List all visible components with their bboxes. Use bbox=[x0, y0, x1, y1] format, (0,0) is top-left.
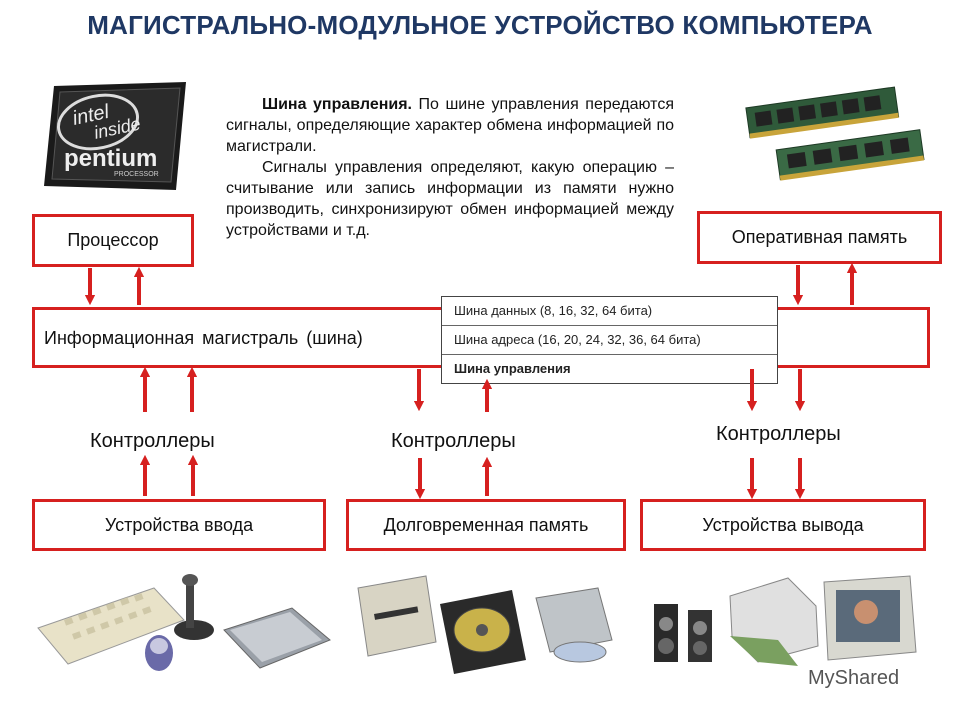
storage-box bbox=[346, 499, 626, 551]
processor-label: Процессор bbox=[67, 230, 159, 250]
output-devices-image bbox=[648, 566, 928, 691]
output-devices-label: Устройства вывода bbox=[702, 514, 864, 535]
description-text-2: Сигналы управления определяют, какую операцию – считывание или запись информации из памяти нужно производить, синхронизируют обмен информацией между устройствами и т.д. bbox=[226, 159, 674, 239]
storage-label: Долговременная память bbox=[383, 514, 589, 535]
controllers-label-storage: Контроллеры bbox=[391, 430, 516, 452]
watermark-text: MyShared bbox=[808, 667, 900, 689]
chip-text-3: pentium bbox=[64, 145, 158, 172]
description-text-1: По шине управления передаются сигналы, определяющие характер обмена информацией по магистрали. bbox=[226, 96, 674, 155]
chip-text-2: inside bbox=[92, 113, 143, 143]
address-bus-row: Шина адреса (16, 20, 24, 32, 36, 64 бита) bbox=[442, 326, 777, 355]
chip-text-4: PROCESSOR bbox=[114, 171, 159, 178]
page-title: МАГИСТРАЛЬНО-МОДУЛЬНОЕ УСТРОЙСТВО КОМПЬЮТЕРА bbox=[87, 10, 873, 40]
storage-devices-image bbox=[350, 568, 620, 683]
input-devices-label: Устройства ввода bbox=[104, 514, 254, 535]
control-bus-row: Шина управления bbox=[454, 361, 571, 376]
input-devices-box bbox=[32, 499, 326, 551]
ram-label: Оперативная память bbox=[731, 227, 908, 247]
controllers-label-input: Контроллеры bbox=[90, 430, 215, 452]
controllers-label-output: Контроллеры bbox=[716, 423, 841, 445]
chip-text-1: intel bbox=[70, 100, 112, 130]
description-heading: Шина управления. bbox=[262, 96, 412, 113]
input-devices-image bbox=[34, 568, 334, 688]
data-bus-row: Шина данных (8, 16, 32, 64 бита) bbox=[442, 297, 777, 326]
output-devices-box bbox=[640, 499, 926, 551]
bus-label: Информационная магистраль (шина) bbox=[44, 328, 363, 348]
